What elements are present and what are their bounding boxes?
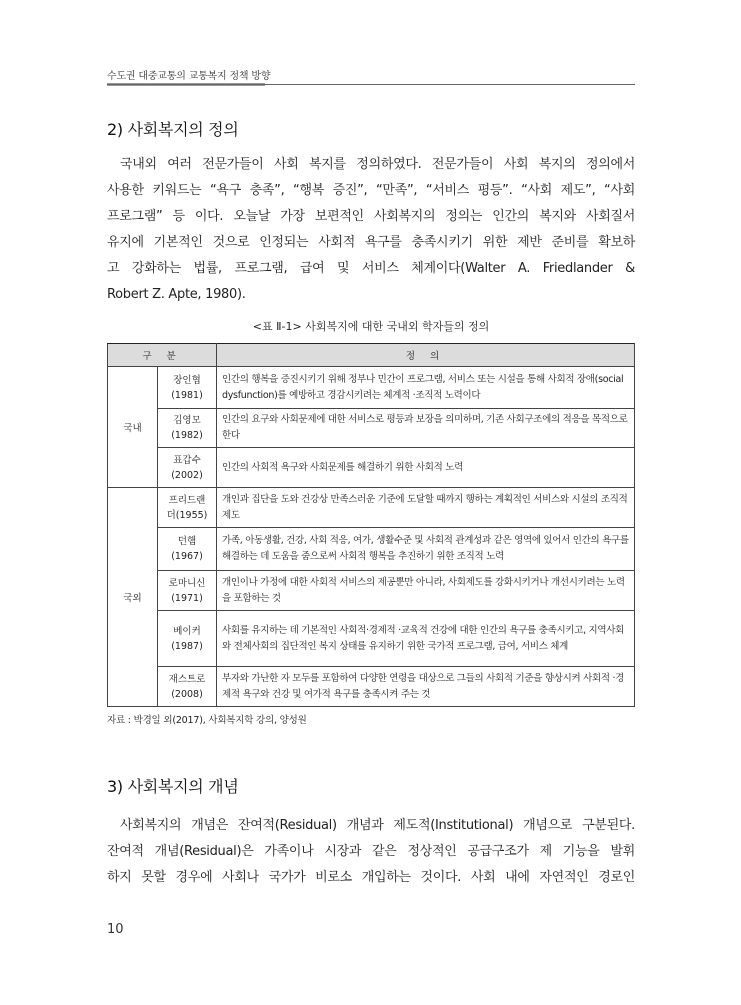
- table-row: [108, 571, 635, 611]
- definition-cell: 부자와 가난한 자 모두를 포함하여 다양한 연령을 대상으로 그들의 사회적 기준을 향상시켜 사회적 ·경제적 욕구와 건강 및 여가적 욕구를 충족시켜 주는 것: [217, 667, 635, 707]
- author-name: 던햄: [177, 536, 197, 547]
- page-number: 10: [107, 922, 124, 937]
- table-header-category: 구 분: [108, 344, 217, 367]
- author-year: (1971): [171, 592, 203, 604]
- author-cell: [158, 611, 217, 667]
- author-year: (1967): [171, 551, 203, 562]
- table-row: [108, 367, 635, 409]
- table-row: [108, 448, 635, 488]
- definition-cell: 개인이나 가정에 대한 사회적 서비스의 제공뿐만 아니라, 사회제도를 강화시키거나 개선시키려는 노력을 포함하는 것: [217, 571, 635, 611]
- definition-cell: 개인과 집단을 도와 건강상 만족스러운 기준에 도달할 때까지 행하는 계획적인 서비스와 시설의 조직적 제도: [217, 488, 635, 528]
- table-row: [108, 611, 635, 667]
- author-name: 프리드랜: [168, 494, 206, 506]
- paragraph-line: 국내외 여러 전문가들이 사회 복지를 정의하였다. 전문가들이 사회 복지의 정의에서: [120, 157, 635, 172]
- paragraph-line: 유지에 기본적인 것으로 인정되는 사회적 욕구를 충족시키기 위한 제반 준비를 확보하: [107, 235, 635, 250]
- author-year: (2002): [171, 469, 203, 481]
- running-header: 수도권 대중교통의 교통복지 정책 방향: [107, 71, 271, 82]
- table-row: [108, 528, 635, 571]
- definition-cell: 사회를 유지하는 데 기본적인 사회적·경제적 ·교육적 건강에 대한 인간의 욕구를 충족시키고, 지역사회와 전체사회의 집단적인 복지 상태를 유지하기 위한 국가적 프로그램, 급여, 서비스 체계: [217, 611, 635, 667]
- author-year: (1982): [171, 430, 203, 441]
- author-year: (2008): [171, 688, 203, 700]
- header-rule: [107, 84, 635, 85]
- definition-cell: 인간의 사회적 욕구와 사회문제를 해결하기 위한 사회적 노력: [217, 448, 635, 488]
- paragraph-line: 사회복지의 개념은 잔여적(Residual) 개념과 제도적(Institutional) 개념으로 구분된다.: [120, 818, 635, 833]
- definitions-table: [107, 343, 635, 707]
- author-year: (1981): [171, 389, 203, 401]
- table-header-definition: 정 의: [217, 344, 635, 367]
- section-heading-concept: 3) 사회복지의 개념: [107, 777, 239, 796]
- concept-paragraph: [107, 813, 635, 891]
- author-name: 표갑수: [173, 454, 201, 466]
- author-cell: [158, 448, 217, 488]
- table-row: [108, 409, 635, 448]
- author-name: 김영모: [173, 415, 201, 426]
- author-cell: [158, 409, 217, 448]
- definition-paragraph: [107, 152, 635, 308]
- table-source-note: 자료 : 박경일 외(2017), 사회복지학 강의, 양성원: [107, 715, 307, 726]
- paragraph-line: 고 강화하는 법률, 프로그램, 급여 및 서비스 체계이다(Walter A. Friedlander &: [107, 261, 635, 276]
- author-name: 베이커: [173, 625, 201, 637]
- region-cell-domestic: 국내: [108, 367, 158, 488]
- section-heading-definition: 2) 사회복지의 정의: [107, 120, 239, 139]
- definition-cell: 가족, 아동생활, 건강, 사회 적응, 여가, 생활수준 및 사회적 관계성과 같은 영역에 있어서 인간의 욕구를 해결하는 데 도움을 줌으로써 사회적 행복을 추진하기 위한 조직적 노력: [217, 528, 635, 571]
- paragraph-line: Robert Z. Apte, 1980).: [107, 287, 246, 302]
- paragraph-line: 잔여적 개념(Residual)은 가족이나 시장과 같은 정상적인 공급구조가 제 기능을 발휘: [107, 844, 635, 859]
- author-cell: [158, 367, 217, 409]
- author-cell: [158, 528, 217, 571]
- paragraph-line: 프로그램” 등 이다. 오늘날 가장 보편적인 사회복지의 정의는 인간의 복지와 사회질서: [107, 209, 635, 224]
- paragraph-line: 사용한 키워드는 “욕구 충족”, “행복 증진”, “만족”, “서비스 평등”. “사회 제도”, “사회: [107, 183, 635, 198]
- definition-cell: 인간의 요구와 사회문제에 대한 서비스로 평등과 보장을 의미하며, 기존 사회구조에의 적응을 목적으로 한다: [217, 409, 635, 448]
- table-row: [108, 488, 635, 528]
- author-name: 재스트로: [168, 673, 206, 685]
- table-caption: <표 Ⅱ-1> 사회복지에 대한 국내외 학자들의 정의: [252, 320, 490, 333]
- author-name: 로마니신: [168, 577, 206, 589]
- author-year: 더(1955): [166, 509, 208, 521]
- author-year: (1987): [171, 640, 203, 652]
- author-cell: [158, 667, 217, 707]
- author-name: 장인협: [173, 374, 201, 386]
- region-cell-foreign: 국외: [108, 488, 158, 707]
- paragraph-line: 하지 못할 경우에 사회나 국가가 비로소 개입하는 것이다. 사회 내에 자연적인 경로인: [107, 870, 635, 885]
- author-cell: [158, 571, 217, 611]
- table-row: [108, 667, 635, 707]
- author-cell: [158, 488, 217, 528]
- definition-cell: 인간의 행복을 증진시키기 위해 정부나 민간이 프로그램, 서비스 또는 시설을 통해 사회적 장애(social dysfunction)를 예방하고 경감시키려는 체계적 ·조직적 노력이다: [217, 367, 635, 409]
